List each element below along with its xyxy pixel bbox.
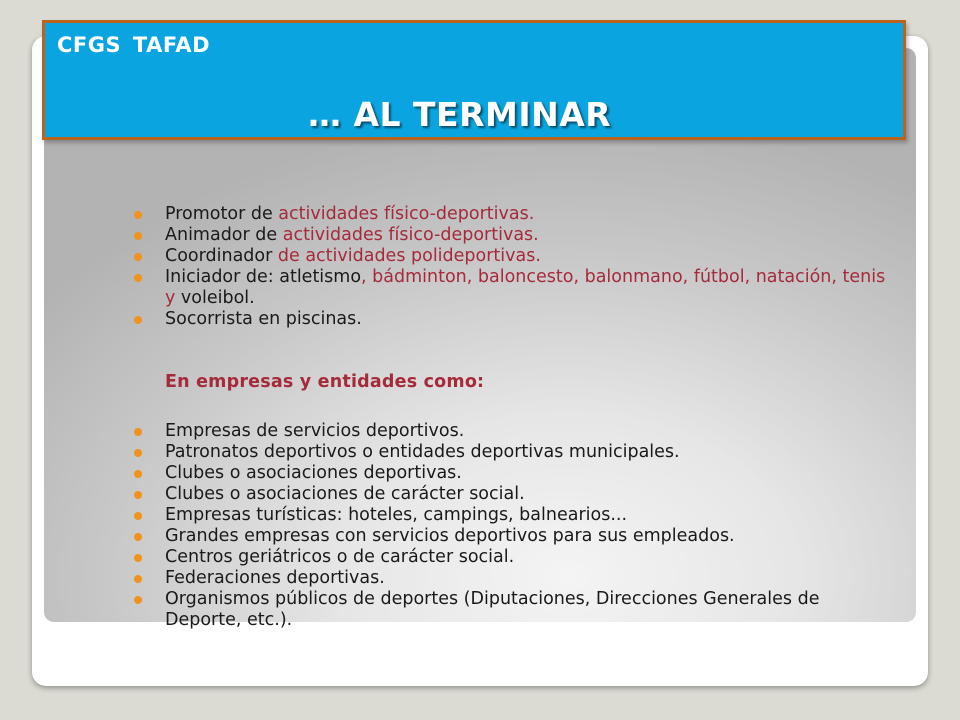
title-banner (42, 20, 906, 140)
bullet-icon (134, 274, 143, 283)
item-highlight: , bádminton, baloncesto, balonmano, fútbol, natación, tenis y (165, 267, 886, 308)
item-text: Iniciador de: atletismo (165, 267, 362, 287)
item-text: Grandes empresas con servicios deportivos para sus empleados. (165, 526, 735, 546)
bullet-icon (134, 512, 143, 521)
bullet-icon (134, 449, 143, 458)
item-text: Socorrista en piscinas. (165, 309, 362, 329)
roles-list (0, 204, 960, 330)
list-item (0, 246, 960, 267)
list-item (0, 463, 960, 484)
item-text: Promotor de (165, 204, 279, 224)
list-item (0, 526, 960, 547)
list-item (0, 547, 960, 568)
bullet-icon (134, 428, 143, 437)
list-item (0, 484, 960, 505)
list-item (0, 309, 960, 330)
item-highlight: de actividades polideportivas. (277, 246, 541, 266)
bullet-icon (134, 554, 143, 563)
list-item (0, 204, 960, 225)
item-text: Clubes o asociaciones de carácter social. (165, 484, 525, 504)
item-text: Coordinador (165, 246, 278, 266)
bullet-icon (134, 533, 143, 542)
bullet-icon (134, 316, 143, 325)
bullet-icon (134, 596, 143, 605)
section-subheading: En empresas y entidades como: (165, 372, 485, 392)
bullet-icon (134, 232, 143, 241)
item-highlight: actividades físico-deportivas. (282, 225, 539, 245)
employers-list (0, 421, 960, 631)
item-text: Clubes o asociaciones deportivas. (165, 463, 462, 483)
item-tail: voleibol. (180, 288, 255, 308)
bullet-icon (134, 575, 143, 584)
item-text: Organismos públicos de deportes (Diputaciones, Direcciones Generales de Deporte, etc.). (165, 589, 820, 630)
list-item (0, 442, 960, 463)
item-text: Centros geriátricos o de carácter social. (165, 547, 515, 567)
list-item (0, 225, 960, 246)
list-item (0, 421, 960, 442)
course-name: CFGS TAFAD (57, 33, 210, 57)
list-item (0, 267, 960, 309)
item-text: Empresas de servicios deportivos. (165, 421, 465, 441)
slide-title: … AL TERMINAR (308, 95, 612, 134)
item-highlight: actividades físico-deportivas. (278, 204, 535, 224)
item-text: Animador de (165, 225, 283, 245)
list-item (0, 505, 960, 526)
item-text: Empresas turísticas: hoteles, campings, balnearios... (165, 505, 628, 525)
list-item (0, 568, 960, 589)
bullet-icon (134, 211, 143, 220)
item-text: Federaciones deportivas. (165, 568, 385, 588)
bullet-icon (134, 491, 143, 500)
item-text: Patronatos deportivos o entidades deportivas municipales. (165, 442, 680, 462)
bullet-icon (134, 253, 143, 262)
bullet-icon (134, 470, 143, 479)
list-item (0, 589, 960, 631)
